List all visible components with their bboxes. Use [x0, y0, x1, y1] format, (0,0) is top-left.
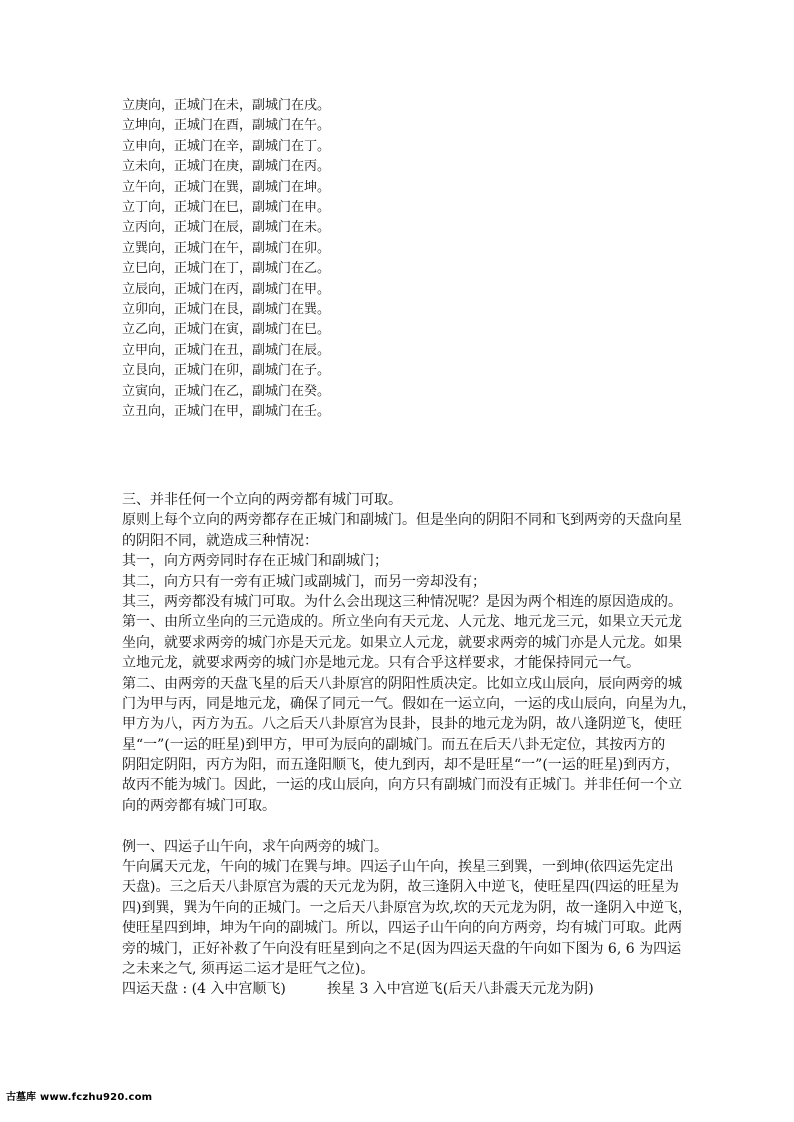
diagram-caption-line [122, 979, 682, 999]
list-item: 立寅向，正城门在乙，副城门在癸。 [122, 383, 331, 399]
list-item: 立巽向，正城门在午，副城门在卯。 [122, 240, 331, 256]
paragraph-line: 其二，向方只有一旁有正城门或副城门，而另一旁却没有； [122, 573, 486, 590]
paragraph-line: 之未来之气, 须再运二运才是旺气之位)。 [122, 960, 375, 977]
list-item: 立辰向，正城门在丙，副城门在甲。 [122, 281, 331, 297]
paragraph-line: 坐向，就要求两旁的城门亦是天元龙。如果立人元龙，就要求两旁的城门亦是人元龙。如果 [122, 634, 682, 651]
paragraph-line: 其三，两旁都没有城门可取。为什么会出现这三种情况呢？是因为两个相连的原因造成的。 [122, 593, 682, 610]
example-heading: 例一、四运子山午向，求午向两旁的城门。 [122, 838, 388, 855]
body-text [122, 490, 696, 1000]
paragraph-line: 原则上每个立向的两旁都存在正城门和副城门。但是坐向的阴阳不同和飞到两旁的天盘向星 [122, 512, 682, 529]
list-item: 立未向，正城门在庚，副城门在丙。 [122, 159, 331, 175]
list-item: 立艮向，正城门在卯，副城门在子。 [122, 363, 331, 379]
paragraph-line: 午向属天元龙，午向的城门在巽与坤。四运子山午向，挨星三到巽，一到坤(依四运先定出 [122, 859, 674, 876]
paragraph-line: 故丙不能为城门。因此，一运的戌山辰向，向方只有副城门而没有正城门。并非任何一个立 [122, 777, 682, 794]
footer-site-link[interactable]: www.fczhu920.com [40, 1092, 153, 1103]
list-item: 立卯向，正城门在艮，副城门在巽。 [122, 302, 331, 318]
list-item: 立午向，正城门在巽，副城门在坤。 [122, 179, 331, 195]
paragraph-line: 旁的城门，正好补救了午向没有旺星到向之不足(因为四运天盘的午向如下图为 6, 6 为四运 [122, 940, 682, 957]
paragraph-line: 向的两旁都有城门可取。 [122, 797, 276, 814]
paragraph-line: 第二、由两旁的天盘飞星的后天八卦原宫的阴阳性质决定。比如立戌山辰向，辰向两旁的城 [122, 675, 682, 692]
paragraph-line: 的阴阳不同，就造成三种情况： [122, 532, 318, 549]
paragraph-line: 其一，向方两旁同时存在正城门和副城门； [122, 553, 388, 570]
list-item: 立甲向，正城门在丑，副城门在辰。 [122, 342, 331, 358]
list-item: 立丁向，正城门在巳，副城门在申。 [122, 200, 331, 216]
paragraph-line: 立地元龙，就要求两旁的城门亦是地元龙。只有合乎这样要求，才能保持同元一气。 [122, 655, 640, 672]
paragraph-line: 使旺星四到坤，坤为午向的副城门。所以，四运子山午向的向方两旁，均有城门可取。此两 [122, 920, 682, 937]
footer-watermark [6, 1088, 152, 1103]
tianpan-caption: 四运天盘 : (4 入中宫顺飞) [122, 981, 286, 998]
list-item: 立坤向，正城门在酉，副城门在午。 [122, 118, 331, 134]
paragraph-gap [122, 816, 682, 836]
paragraph-line: 阴阳定阴阳，丙方为阳，而五逢阳顺飞，使九到丙，却不是旺星“一”(一运的旺星)到丙方， [122, 757, 680, 774]
list-item: 立庚向，正城门在未，副城门在戌。 [122, 98, 331, 113]
paragraph-line: 四)到巽，巽为午向的正城门。一之后天八卦原宫为坎,坎的天元龙为阴，故一逢阴入中逆飞， [122, 899, 692, 916]
list-item: 立丙向，正城门在辰，副城门在未。 [122, 220, 331, 236]
list-item: 立申向，正城门在辛，副城门在丁。 [122, 138, 331, 154]
list-item: 立乙向，正城门在寅，副城门在巳。 [122, 322, 331, 338]
paragraph-line: 第一、由所立坐向的三元造成的。所立坐向有天元龙、人元龙、地元龙三元，如果立天元龙 [122, 614, 682, 631]
list-item: 立丑向，正城门在甲，副城门在壬。 [122, 404, 331, 420]
paragraph-line: 星“一”(一运的旺星)到甲方，甲可为辰向的副城门。而五在后天八卦无定位，其按丙方的 [122, 736, 666, 753]
city-gate-list [122, 96, 330, 423]
list-item: 立巳向，正城门在丁，副城门在乙。 [122, 261, 331, 277]
aixing-caption: 挨星 3 入中宫逆飞(后天八卦震天元龙为阴) [327, 981, 594, 998]
paragraph-line: 天盘)。三之后天八卦原宫为震的天元龙为阴，故三逢阴入中逆飞，使旺星四(四运的旺星为 [122, 879, 679, 896]
footer-brand: 古墓库 [6, 1092, 36, 1103]
section-heading: 三、并非任何一个立向的两旁都有城门可取。 [122, 492, 402, 508]
paragraph-line: 甲方为八，丙方为五。八之后天八卦原宫为艮卦，艮卦的地元龙为阴，故八逢阴逆飞，使旺 [122, 716, 682, 733]
paragraph-line: 门为甲与丙，同是地元龙，确保了同元一气。假如在一运立向，一运的戌山辰向，向星为九， [122, 695, 696, 712]
